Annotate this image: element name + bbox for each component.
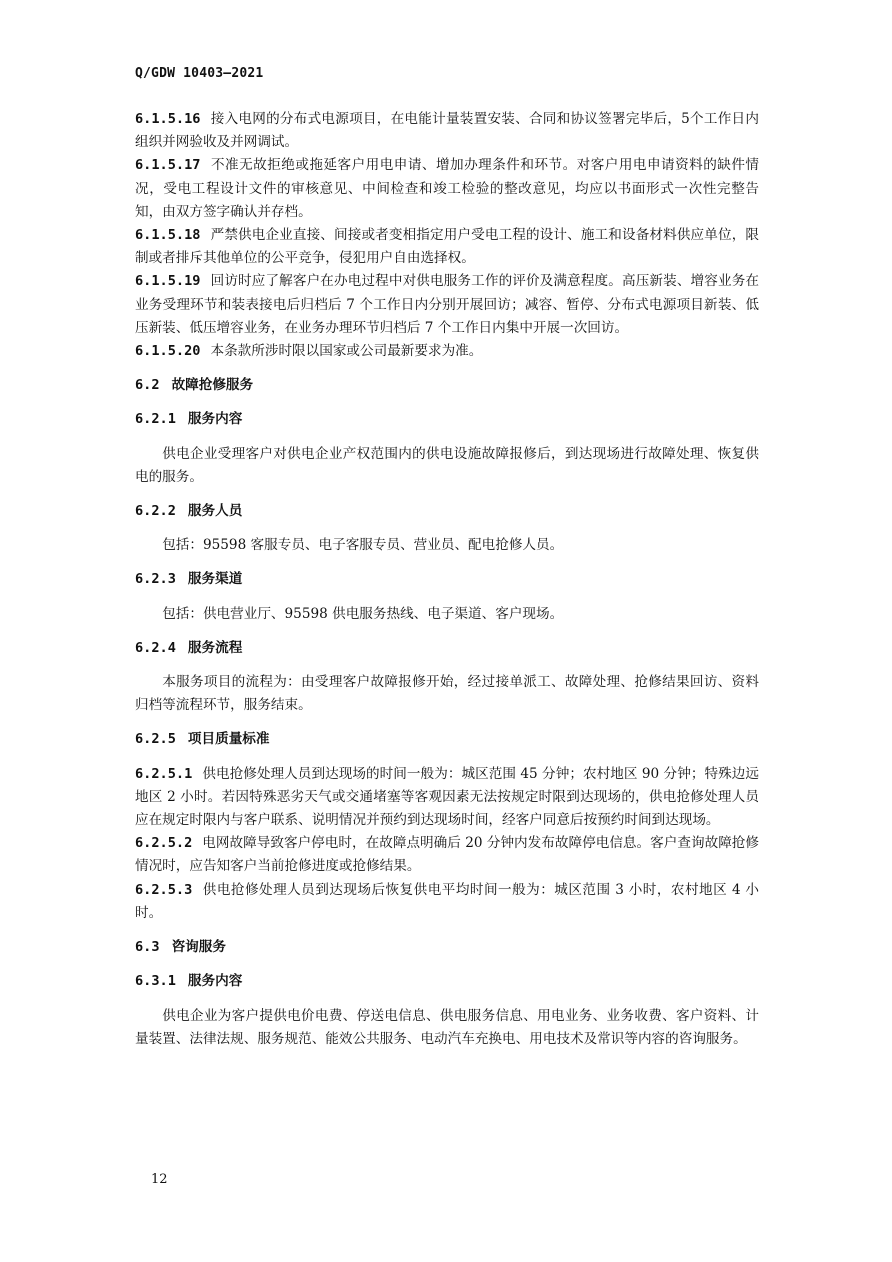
section-heading-6-3-1 [135,970,759,993]
section-title: 咨询服务 [171,939,226,956]
section-heading-6-2-1 [135,408,759,431]
clause-6-2-5-3 [135,879,759,925]
clause-text: 供电抢修处理人员到达现场后恢复供电平均时间一般为：城区范围 3 小时，农村地区 4 小时。 [135,881,759,921]
section-title: 服务内容 [187,411,243,428]
section-number: 6.2.5 [135,731,176,748]
section-body-6-2-3: 包括：供电营业厅、95598 供电服务热线、电子渠道、客户现场。 [162,605,564,622]
section-number: 6.2.1 [135,411,176,428]
section-number: 6.3.1 [135,973,176,990]
section-number: 6.2.2 [135,503,176,520]
clause-number: 6.2.5.1 [135,765,193,782]
section-body-6-2-2: 包括：95598 客服专员、电子客服专员、营业员、配电抢修人员。 [162,537,564,554]
section-heading-6-3 [135,936,759,959]
section-heading-6-2-4 [135,637,759,660]
section-number: 6.2.3 [135,571,176,588]
section-body-6-2-4: 本服务项目的流程为：由受理客户故障报修开始，经过接单派工、故障处理、抢修结果回访、资料归档等流程环节，服务结束。 [135,674,759,714]
clause-text: 供电抢修处理人员到达现场的时间一般为：城区范围 45 分钟；农村地区 90 分钟；特殊边远地区 2 小时。若因特殊恶劣天气或交通堵塞等客观因素无法按规定时限到达现场的，供电抢修处理人员应在规定时限内与客户联系、说明情况并预约到达现场时间，经客户同意后按预约时间到达现场。 [135,765,759,829]
section-number: 6.2.4 [135,639,176,656]
clause-number: 6.1.5.19 [135,273,201,290]
section-body-6-2-1: 供电企业受理客户对供电企业产权范围内的供电设施故障报修后，到达现场进行故障处理、恢复供电的服务。 [135,445,759,485]
clause-text: 严禁供电企业直接、间接或者变相指定用户受电工程的设计、施工和设备材料供应单位，限制或者排斥其他单位的公平竞争，侵犯用户自由选择权。 [135,227,759,267]
section-title: 服务内容 [187,973,243,990]
clause-6-2-5-2 [135,832,759,878]
document-body [135,108,759,1062]
clause-text: 接入电网的分布式电源项目，在电能计量装置安装、合同和协议签署完毕后，5个工作日内组织并网验收及并网调试。 [135,111,759,151]
clause-6-1-5-17 [135,154,759,224]
section-heading-6-2-2 [135,500,759,523]
clause-number: 6.1.5.18 [135,227,201,244]
clause-number: 6.2.5.3 [135,881,193,898]
clause-6-1-5-18 [135,224,759,270]
section-heading-6-2-5 [135,728,759,751]
clause-number: 6.1.5.16 [135,111,201,127]
section-body-6-3-1: 供电企业为客户提供电价电费、停送电信息、供电服务信息、用电业务、业务收费、客户资料、计量装置、法律法规、服务规范、能效公共服务、电动汽车充换电、用电技术及常识等内容的咨询服务。 [135,1007,759,1047]
section-title: 服务流程 [187,639,243,656]
clause-6-1-5-20 [135,340,759,363]
clause-6-2-5-1 [135,763,759,833]
clause-number: 6.1.5.17 [135,157,201,174]
section-heading-6-2 [135,374,759,397]
section-number: 6.3 [135,939,160,956]
clause-text: 不准无故拒绝或拖延客户用电申请、增加办理条件和环节。对客户用电申请资料的缺件情况，受电工程设计文件的审核意见、中间检查和竣工检验的整改意见，均应以书面形式一次性完整告知，由双方签字确认并存档。 [135,157,759,220]
clause-6-1-5-19 [135,270,759,340]
section-title: 服务渠道 [187,571,243,588]
section-title: 项目质量标准 [187,731,270,748]
section-heading-6-2-3 [135,568,759,591]
section-title: 故障抢修服务 [171,377,254,394]
section-number: 6.2 [135,377,160,394]
clause-number: 6.2.5.2 [135,835,193,852]
clause-number: 6.1.5.20 [135,343,201,360]
clause-text: 回访时应了解客户在办电过程中对供电服务工作的评价及满意程度。高压新装、增容业务在业务受理环节和装表接电后归档后 7 个工作日内分别开展回访；减容、暂停、分布式电源项目新装、低压新装、低压增容业务，在业务办理环节归档后 7 个工作日内集中开展一次回访。 [135,273,759,336]
clause-text: 电网故障导致客户停电时，在故障点明确后 20 分钟内发布故障停电信息。客户查询故障抢修情况时，应告知客户当前抢修进度或抢修结果。 [135,835,759,875]
clause-text: 本条款所涉时限以国家或公司最新要求为准。 [210,343,483,360]
page-number: 12 [151,1172,168,1187]
page-header-standard-code: Q/GDW 10403—2021 [135,66,264,81]
clause-6-1-5-16 [135,108,759,154]
section-title: 服务人员 [187,503,243,520]
